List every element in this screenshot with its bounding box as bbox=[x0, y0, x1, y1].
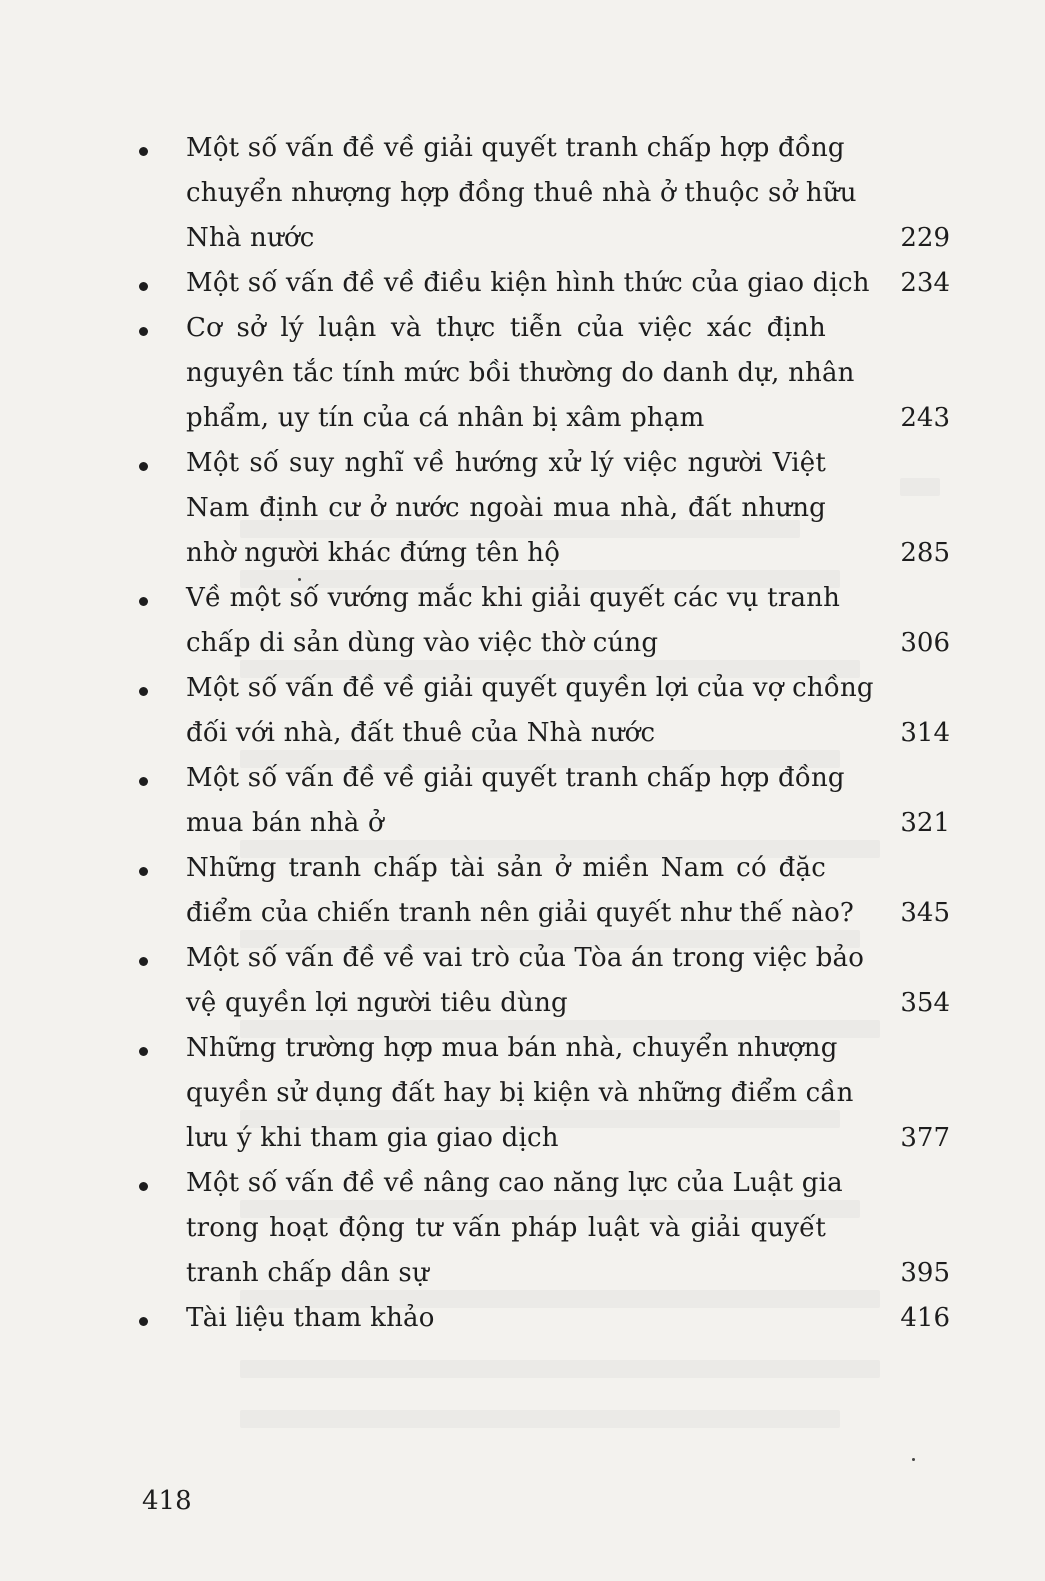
bullet-icon bbox=[139, 597, 148, 606]
toc-entry-line: Một số vấn đề về giải quyết tranh chấp hợp đồng bbox=[186, 763, 845, 793]
toc-entry-line: Những trường hợp mua bán nhà, chuyển nhượng bbox=[186, 1033, 838, 1063]
toc-entry-title bbox=[186, 1161, 843, 1296]
toc-entry bbox=[0, 846, 1045, 936]
toc-entry-line: chấp di sản dùng vào việc thờ cúng bbox=[186, 628, 659, 658]
toc-entry-line: chuyển nhượng hợp đồng thuê nhà ở thuộc sở hữu bbox=[186, 178, 857, 208]
toc-entry bbox=[0, 1296, 1045, 1341]
page-number: 418 bbox=[142, 1486, 192, 1516]
bullet-icon bbox=[139, 462, 148, 471]
toc-entry-line: Cơ sở lý luận và thực tiễn của việc xác định bbox=[186, 313, 826, 343]
toc-entry-line: Một số vấn đề về giải quyết quyền lợi của vợ chồng bbox=[186, 673, 874, 703]
toc-entry-page: 354 bbox=[900, 988, 950, 1018]
toc-entry bbox=[0, 666, 1045, 756]
toc-entry-title bbox=[186, 846, 855, 936]
toc-entry-title bbox=[186, 441, 826, 576]
bullet-icon bbox=[139, 282, 148, 291]
bullet-icon bbox=[139, 1182, 148, 1191]
toc-entry-page: 321 bbox=[900, 808, 950, 838]
toc-entry-title bbox=[186, 261, 870, 306]
toc-entry-line: Những tranh chấp tài sản ở miền Nam có đặc bbox=[186, 853, 826, 883]
toc-entry-line: Một số vấn đề về giải quyết tranh chấp hợp đồng bbox=[186, 133, 845, 163]
toc-entry-line: lưu ý khi tham gia giao dịch bbox=[186, 1123, 559, 1153]
bullet-icon bbox=[139, 687, 148, 696]
toc-entry-line: Một số vấn đề về vai trò của Tòa án trong việc bảo bbox=[186, 943, 865, 973]
print-speck bbox=[298, 578, 301, 581]
toc-entry-line: Tài liệu tham khảo bbox=[186, 1303, 435, 1333]
toc-entry-line: tranh chấp dân sự bbox=[186, 1258, 429, 1288]
toc-entry bbox=[0, 756, 1045, 846]
bullet-icon bbox=[139, 1047, 148, 1056]
bullet-icon bbox=[139, 777, 148, 786]
toc-entry-page: 306 bbox=[900, 628, 950, 658]
toc-entry-page: 285 bbox=[900, 538, 950, 568]
toc-entry-title bbox=[186, 756, 845, 846]
toc-entry-line: đối với nhà, đất thuê của Nhà nước bbox=[186, 718, 656, 748]
toc-entry bbox=[0, 441, 1045, 576]
bullet-icon bbox=[139, 1317, 148, 1326]
bullet-icon bbox=[139, 327, 148, 336]
toc-entry-line: Một số suy nghĩ về hướng xử lý việc người Việt bbox=[186, 448, 826, 478]
toc-entry-line: vệ quyền lợi người tiêu dùng bbox=[186, 988, 568, 1018]
toc-entry bbox=[0, 126, 1045, 261]
toc-entry-title bbox=[186, 936, 865, 1026]
toc-entry-page: 243 bbox=[900, 403, 950, 433]
toc-entry-line: điểm của chiến tranh nên giải quyết như thế nào? bbox=[186, 898, 855, 928]
toc-entry-title bbox=[186, 126, 857, 261]
toc-entry-title bbox=[186, 1296, 826, 1341]
toc-entry bbox=[0, 261, 1045, 306]
toc-entry-line: nguyên tắc tính mức bồi thường do danh dự, nhân bbox=[186, 358, 855, 388]
toc-entry-line: Nhà nước bbox=[186, 223, 315, 253]
toc-entry bbox=[0, 1026, 1045, 1161]
bullet-icon bbox=[139, 957, 148, 966]
toc-entry bbox=[0, 1161, 1045, 1296]
toc-entry-page: 234 bbox=[900, 268, 950, 298]
toc-entry-page: 395 bbox=[900, 1258, 950, 1288]
toc-entry-page: 229 bbox=[900, 223, 950, 253]
toc-entry-title bbox=[186, 666, 874, 756]
toc-entry-line: quyền sử dụng đất hay bị kiện và những điểm cần bbox=[186, 1078, 854, 1108]
toc-entry-page: 377 bbox=[900, 1123, 950, 1153]
toc-entry bbox=[0, 576, 1045, 666]
bullet-icon bbox=[139, 867, 148, 876]
toc-entry-line: Nam định cư ở nước ngoài mua nhà, đất nhưng bbox=[186, 493, 826, 523]
bullet-icon bbox=[139, 147, 148, 156]
toc-entry-page: 416 bbox=[900, 1303, 950, 1333]
table-of-contents bbox=[0, 126, 1045, 1341]
toc-entry-line: Về một số vướng mắc khi giải quyết các vụ tranh bbox=[186, 583, 841, 613]
toc-entry-line: phẩm, uy tín của cá nhân bị xâm phạm bbox=[186, 403, 705, 433]
toc-entry bbox=[0, 306, 1045, 441]
toc-entry-line: nhờ người khác đứng tên hộ bbox=[186, 538, 561, 568]
toc-entry-line: trong hoạt động tư vấn pháp luật và giải quyết bbox=[186, 1213, 826, 1243]
toc-entry-title bbox=[186, 1026, 854, 1161]
toc-entry-line: Một số vấn đề về điều kiện hình thức của giao dịch bbox=[186, 268, 870, 298]
toc-entry-page: 314 bbox=[900, 718, 950, 748]
toc-entry-title bbox=[186, 576, 841, 666]
toc-entry-page: 345 bbox=[900, 898, 950, 928]
toc-entry-line: Một số vấn đề về nâng cao năng lực của Luật gia bbox=[186, 1168, 843, 1198]
toc-entry-title bbox=[186, 306, 855, 441]
toc-entry-line: mua bán nhà ở bbox=[186, 808, 384, 838]
print-speck bbox=[912, 1458, 915, 1461]
toc-entry bbox=[0, 936, 1045, 1026]
